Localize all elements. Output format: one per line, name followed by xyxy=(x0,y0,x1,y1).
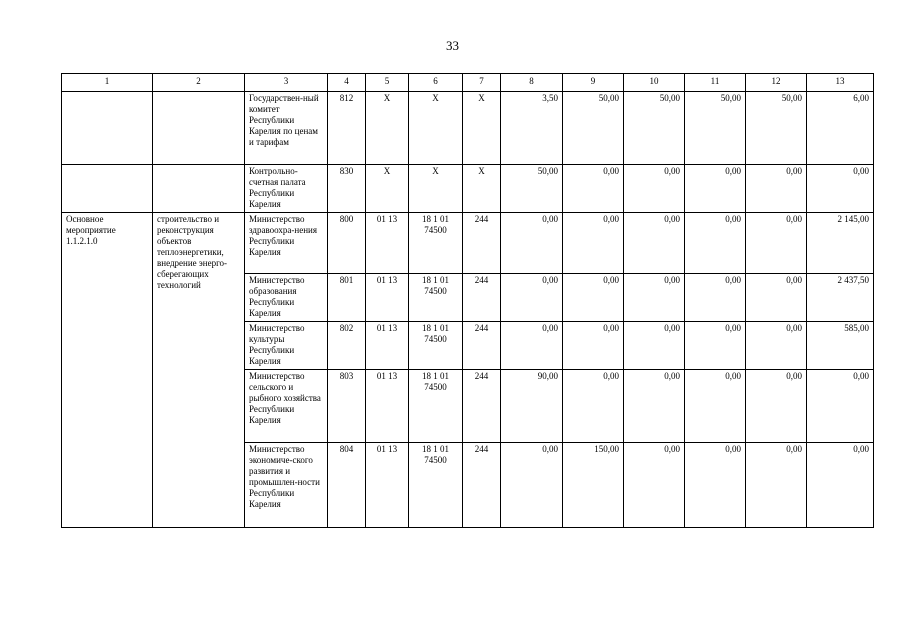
value-cell: 0,00 xyxy=(501,443,563,528)
column-header: 9 xyxy=(563,74,624,92)
grbs-code: 800 xyxy=(328,213,366,274)
measure-description-empty xyxy=(153,92,245,165)
value-cell: 0,00 xyxy=(563,213,624,274)
value-cell: 0,00 xyxy=(624,370,685,443)
measure-name: Основное мероприятие 1.1.2.1.0 xyxy=(62,213,153,528)
table-header-row xyxy=(62,74,874,92)
value-cell: 0,00 xyxy=(624,165,685,213)
executor-name: Министерство здравоохра-нения Республики Карелия xyxy=(245,213,328,274)
table-row xyxy=(62,92,874,165)
value-cell: 0,00 xyxy=(746,370,807,443)
column-header: 10 xyxy=(624,74,685,92)
column-header: 6 xyxy=(409,74,463,92)
expense-type-code: 244 xyxy=(463,213,501,274)
value-cell: 0,00 xyxy=(746,322,807,370)
section-code: 01 13 xyxy=(366,322,409,370)
target-article-code: 18 1 01 74500 xyxy=(409,274,463,322)
section-code: Х xyxy=(366,92,409,165)
value-cell: 0,00 xyxy=(685,274,746,322)
expense-type-code: 244 xyxy=(463,322,501,370)
expense-type-code: 244 xyxy=(463,370,501,443)
value-cell: 0,00 xyxy=(807,443,874,528)
value-cell: 0,00 xyxy=(624,274,685,322)
column-header: 12 xyxy=(746,74,807,92)
section-code: 01 13 xyxy=(366,443,409,528)
value-cell: 0,00 xyxy=(563,370,624,443)
value-cell: 0,00 xyxy=(624,443,685,528)
measure-description-empty xyxy=(153,165,245,213)
value-cell: 0,00 xyxy=(746,165,807,213)
column-header: 5 xyxy=(366,74,409,92)
value-cell: 0,00 xyxy=(807,370,874,443)
executor-name: Министерство культуры Республики Карелия xyxy=(245,322,328,370)
measure-description: строительство и реконструкция объектов теплоэнергетики, внедрение энерго-сберегающих технологий xyxy=(153,213,245,528)
budget-table xyxy=(61,73,874,528)
executor-name: Министерство сельского и рыбного хозяйства Республики Карелия xyxy=(245,370,328,443)
column-header: 1 xyxy=(62,74,153,92)
measure-name-empty xyxy=(62,92,153,165)
value-cell: 2 145,00 xyxy=(807,213,874,274)
value-cell: 0,00 xyxy=(807,165,874,213)
column-header: 13 xyxy=(807,74,874,92)
table-row xyxy=(62,213,874,274)
expense-type-code: Х xyxy=(463,92,501,165)
executor-name: Государствен-ный комитет Республики Карелия по ценам и тарифам xyxy=(245,92,328,165)
value-cell: 0,00 xyxy=(685,213,746,274)
value-cell: 90,00 xyxy=(501,370,563,443)
value-cell: 6,00 xyxy=(807,92,874,165)
value-cell: 0,00 xyxy=(685,165,746,213)
value-cell: 0,00 xyxy=(563,322,624,370)
value-cell: 0,00 xyxy=(746,443,807,528)
measure-name-empty xyxy=(62,165,153,213)
value-cell: 585,00 xyxy=(807,322,874,370)
value-cell: 50,00 xyxy=(624,92,685,165)
target-article-code: Х xyxy=(409,92,463,165)
value-cell: 0,00 xyxy=(624,322,685,370)
grbs-code: 804 xyxy=(328,443,366,528)
grbs-code: 801 xyxy=(328,274,366,322)
section-code: 01 13 xyxy=(366,370,409,443)
value-cell: 0,00 xyxy=(501,274,563,322)
target-article-code: Х xyxy=(409,165,463,213)
value-cell: 0,00 xyxy=(685,322,746,370)
value-cell: 0,00 xyxy=(746,274,807,322)
value-cell: 3,50 xyxy=(501,92,563,165)
value-cell: 0,00 xyxy=(685,370,746,443)
target-article-code: 18 1 01 74500 xyxy=(409,443,463,528)
value-cell: 0,00 xyxy=(563,274,624,322)
grbs-code: 803 xyxy=(328,370,366,443)
value-cell: 0,00 xyxy=(746,213,807,274)
column-header: 4 xyxy=(328,74,366,92)
grbs-code: 802 xyxy=(328,322,366,370)
executor-name: Министерство образования Республики Карелия xyxy=(245,274,328,322)
value-cell: 0,00 xyxy=(685,443,746,528)
column-header: 3 xyxy=(245,74,328,92)
table-row xyxy=(62,165,874,213)
value-cell: 2 437,50 xyxy=(807,274,874,322)
target-article-code: 18 1 01 74500 xyxy=(409,370,463,443)
expense-type-code: 244 xyxy=(463,443,501,528)
value-cell: 50,00 xyxy=(501,165,563,213)
value-cell: 0,00 xyxy=(501,213,563,274)
expense-type-code: 244 xyxy=(463,274,501,322)
value-cell: 50,00 xyxy=(685,92,746,165)
section-code: Х xyxy=(366,165,409,213)
target-article-code: 18 1 01 74500 xyxy=(409,213,463,274)
column-header: 2 xyxy=(153,74,245,92)
section-code: 01 13 xyxy=(366,274,409,322)
column-header: 11 xyxy=(685,74,746,92)
value-cell: 0,00 xyxy=(563,165,624,213)
grbs-code: 830 xyxy=(328,165,366,213)
executor-name: Контрольно-счетная палата Республики Карелия xyxy=(245,165,328,213)
grbs-code: 812 xyxy=(328,92,366,165)
value-cell: 50,00 xyxy=(563,92,624,165)
column-header: 7 xyxy=(463,74,501,92)
value-cell: 0,00 xyxy=(501,322,563,370)
page-number: 33 xyxy=(446,38,459,53)
target-article-code: 18 1 01 74500 xyxy=(409,322,463,370)
value-cell: 50,00 xyxy=(746,92,807,165)
executor-name: Министерство экономиче-ского развития и промышлен-ности Республики Карелия xyxy=(245,443,328,528)
value-cell: 0,00 xyxy=(624,213,685,274)
value-cell: 150,00 xyxy=(563,443,624,528)
expense-type-code: Х xyxy=(463,165,501,213)
section-code: 01 13 xyxy=(366,213,409,274)
column-header: 8 xyxy=(501,74,563,92)
